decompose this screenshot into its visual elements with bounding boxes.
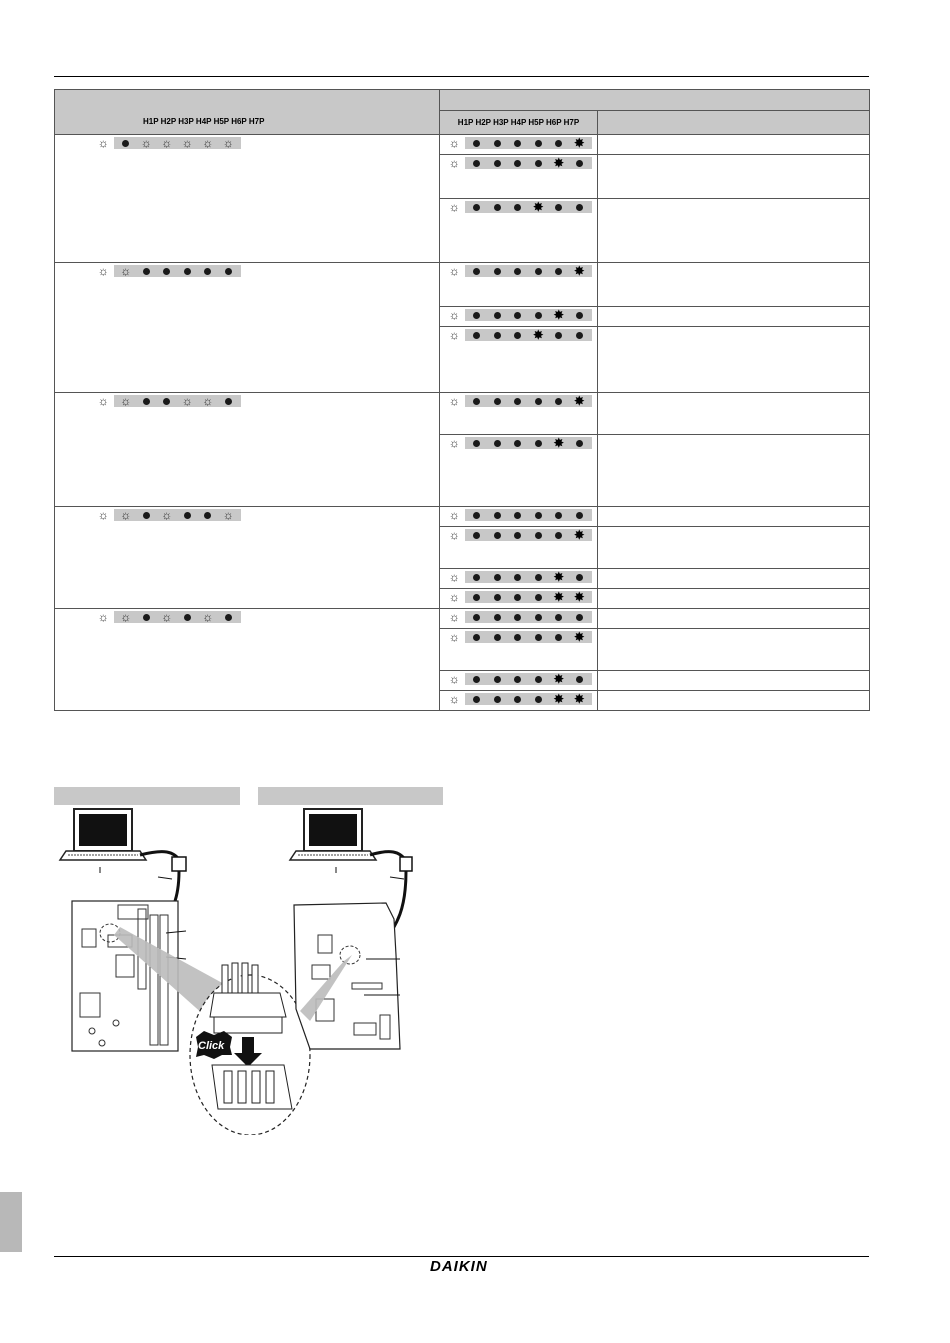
description-cell xyxy=(598,691,870,711)
led-off-icon xyxy=(487,437,508,449)
led-off-icon xyxy=(508,591,529,603)
led-pattern xyxy=(440,201,597,213)
led-on-icon: ☼ xyxy=(444,631,465,643)
led-off-icon xyxy=(549,509,570,521)
led-off-icon xyxy=(528,157,549,169)
top-rule xyxy=(54,76,869,77)
led-off-icon xyxy=(467,673,488,685)
led-off-icon xyxy=(549,329,570,341)
result-led-cell xyxy=(440,671,598,691)
led-on-icon: ☼ xyxy=(444,591,465,603)
led-off-icon xyxy=(487,509,508,521)
connection-diagram xyxy=(54,805,454,1135)
led-off-icon xyxy=(528,437,549,449)
led-on-icon: ☼ xyxy=(93,611,114,623)
led-off-icon xyxy=(467,265,488,277)
led-off-icon xyxy=(528,529,549,541)
led-off-icon xyxy=(487,529,508,541)
click-label: Click xyxy=(198,1040,225,1052)
result-led-cell xyxy=(440,609,598,629)
result-led-cell xyxy=(440,527,598,569)
condition-cell xyxy=(55,263,440,393)
led-on-icon: ☼ xyxy=(444,611,465,623)
led-off-icon xyxy=(508,673,529,685)
led-off-icon xyxy=(116,137,137,149)
laptop-icon-left xyxy=(60,809,146,860)
led-pattern xyxy=(440,673,597,685)
led-off-icon xyxy=(569,673,590,685)
result-led-cell xyxy=(440,135,598,155)
led-off-icon xyxy=(487,395,508,407)
led-off-icon xyxy=(569,157,590,169)
description-cell xyxy=(598,327,870,393)
led-pattern xyxy=(440,571,597,583)
description-cell xyxy=(598,435,870,507)
description-cell xyxy=(598,629,870,671)
led-off-icon xyxy=(467,329,488,341)
led-off-icon xyxy=(508,529,529,541)
led-pattern xyxy=(55,395,439,407)
led-off-icon xyxy=(467,611,488,623)
led-off-icon xyxy=(508,329,529,341)
led-pattern xyxy=(440,631,597,643)
led-status-table xyxy=(54,89,870,711)
led-off-icon xyxy=(487,611,508,623)
led-pattern xyxy=(440,591,597,603)
led-off-icon xyxy=(487,309,508,321)
table-row xyxy=(55,393,870,435)
result-led-cell xyxy=(440,569,598,589)
led-on-icon: ☼ xyxy=(140,136,152,150)
led-off-icon xyxy=(487,673,508,685)
led-off-icon xyxy=(508,265,529,277)
led-off-icon xyxy=(467,529,488,541)
led-off-icon xyxy=(487,631,508,643)
led-off-icon xyxy=(508,157,529,169)
led-blink-icon: ✸ xyxy=(574,590,585,604)
laptop-icon-right xyxy=(290,809,376,860)
led-off-icon xyxy=(549,631,570,643)
led-off-icon xyxy=(487,591,508,603)
diagram-header-right xyxy=(258,787,443,805)
led-blink-icon: ✸ xyxy=(553,308,564,322)
left-header xyxy=(55,90,440,135)
led-off-icon xyxy=(569,437,590,449)
led-off-icon xyxy=(218,265,239,277)
condition-cell xyxy=(55,135,440,263)
led-on-icon: ☼ xyxy=(161,136,173,150)
led-pattern xyxy=(440,329,597,341)
led-on-icon: ☼ xyxy=(181,136,193,150)
condition-cell xyxy=(55,609,440,711)
led-off-icon xyxy=(198,509,219,521)
led-on-icon: ☼ xyxy=(93,265,114,277)
right-header-leds-label: H1P H2P H3P H4P H5P H6P H7P xyxy=(457,118,580,128)
table-row xyxy=(55,609,870,629)
led-on-icon: ☼ xyxy=(93,395,114,407)
led-off-icon xyxy=(528,137,549,149)
led-off-icon xyxy=(569,329,590,341)
led-on-icon: ☼ xyxy=(161,508,173,522)
led-off-icon xyxy=(528,571,549,583)
description-cell xyxy=(598,393,870,435)
led-blink-icon: ✸ xyxy=(533,200,544,214)
led-on-icon: ☼ xyxy=(181,394,193,408)
led-off-icon xyxy=(508,509,529,521)
led-on-icon: ☼ xyxy=(444,329,465,341)
led-pattern xyxy=(440,395,597,407)
description-cell xyxy=(598,155,870,199)
led-on-icon: ☼ xyxy=(444,309,465,321)
led-off-icon xyxy=(157,395,178,407)
led-off-icon xyxy=(549,265,570,277)
led-table-body xyxy=(55,135,870,711)
led-on-icon: ☼ xyxy=(202,610,214,624)
led-pattern xyxy=(440,529,597,541)
result-led-cell xyxy=(440,629,598,671)
led-on-icon: ☼ xyxy=(444,673,465,685)
led-on-icon: ☼ xyxy=(444,201,465,213)
led-blink-icon: ✸ xyxy=(574,630,585,644)
led-on-icon: ☼ xyxy=(120,394,132,408)
led-off-icon xyxy=(177,265,198,277)
led-off-icon xyxy=(467,509,488,521)
led-blink-icon: ✸ xyxy=(553,672,564,686)
led-off-icon xyxy=(508,693,529,705)
led-off-icon xyxy=(487,201,508,213)
led-off-icon xyxy=(467,137,488,149)
led-pattern xyxy=(440,693,597,705)
description-cell xyxy=(598,527,870,569)
led-pattern xyxy=(55,137,439,149)
led-on-icon: ☼ xyxy=(93,137,114,149)
led-off-icon xyxy=(136,509,157,521)
led-off-icon xyxy=(487,571,508,583)
led-pattern xyxy=(440,157,597,169)
led-on-icon: ☼ xyxy=(444,437,465,449)
result-led-cell xyxy=(440,199,598,263)
led-off-icon xyxy=(136,611,157,623)
led-off-icon xyxy=(508,437,529,449)
led-off-icon xyxy=(467,437,488,449)
left-header-leds: H1P H2P H3P H4P H5P H6P H7P xyxy=(143,117,265,126)
led-on-icon: ☼ xyxy=(120,264,132,278)
led-on-icon: ☼ xyxy=(444,265,465,277)
led-pattern xyxy=(55,611,439,623)
led-off-icon xyxy=(528,509,549,521)
led-off-icon xyxy=(508,309,529,321)
led-off-icon xyxy=(467,571,488,583)
condition-cell xyxy=(55,393,440,507)
led-off-icon xyxy=(508,201,529,213)
led-off-icon xyxy=(508,137,529,149)
led-off-icon xyxy=(198,265,219,277)
description-cell xyxy=(598,569,870,589)
led-off-icon xyxy=(487,137,508,149)
led-off-icon xyxy=(569,201,590,213)
led-off-icon xyxy=(549,395,570,407)
led-blink-icon: ✸ xyxy=(574,136,585,150)
led-pattern xyxy=(440,309,597,321)
led-pattern xyxy=(440,137,597,149)
led-off-icon xyxy=(569,611,590,623)
led-off-icon xyxy=(177,509,198,521)
led-on-icon: ☼ xyxy=(444,137,465,149)
result-led-cell xyxy=(440,307,598,327)
description-cell xyxy=(598,135,870,155)
led-off-icon xyxy=(157,265,178,277)
led-on-icon: ☼ xyxy=(202,136,214,150)
led-off-icon xyxy=(549,611,570,623)
led-off-icon xyxy=(549,137,570,149)
led-off-icon xyxy=(467,591,488,603)
pcb-right xyxy=(294,903,400,1049)
led-off-icon xyxy=(508,611,529,623)
led-on-icon: ☼ xyxy=(202,394,214,408)
led-off-icon xyxy=(487,265,508,277)
table-row xyxy=(55,135,870,155)
result-led-cell xyxy=(440,393,598,435)
result-led-cell xyxy=(440,589,598,609)
led-blink-icon: ✸ xyxy=(574,528,585,542)
led-blink-icon: ✸ xyxy=(553,436,564,450)
led-on-icon: ☼ xyxy=(222,136,234,150)
led-blink-icon: ✸ xyxy=(553,590,564,604)
led-off-icon xyxy=(528,395,549,407)
description-cell xyxy=(598,671,870,691)
led-off-icon xyxy=(136,265,157,277)
led-on-icon: ☼ xyxy=(120,610,132,624)
led-off-icon xyxy=(569,509,590,521)
led-off-icon xyxy=(177,611,198,623)
led-blink-icon: ✸ xyxy=(574,692,585,706)
side-tab xyxy=(0,1192,22,1252)
led-off-icon xyxy=(508,631,529,643)
led-off-icon xyxy=(549,529,570,541)
led-off-icon xyxy=(508,571,529,583)
right-header-leds xyxy=(440,111,598,135)
result-led-cell xyxy=(440,155,598,199)
led-off-icon xyxy=(467,395,488,407)
daikin-logo: DAIKIN xyxy=(430,1258,488,1275)
led-off-icon xyxy=(528,309,549,321)
led-pattern xyxy=(440,265,597,277)
led-off-icon xyxy=(487,157,508,169)
bottom-rule xyxy=(54,1256,869,1257)
description-cell xyxy=(598,307,870,327)
led-off-icon xyxy=(528,591,549,603)
led-on-icon: ☼ xyxy=(444,529,465,541)
led-blink-icon: ✸ xyxy=(553,692,564,706)
led-off-icon xyxy=(467,201,488,213)
right-header-desc xyxy=(598,111,870,135)
led-off-icon xyxy=(487,329,508,341)
led-on-icon: ☼ xyxy=(444,395,465,407)
table-row xyxy=(55,507,870,527)
led-on-icon: ☼ xyxy=(444,509,465,521)
click-burst-icon xyxy=(196,1031,232,1059)
led-off-icon xyxy=(467,693,488,705)
led-pattern xyxy=(440,611,597,623)
description-cell xyxy=(598,589,870,609)
result-led-cell xyxy=(440,435,598,507)
led-on-icon: ☼ xyxy=(444,693,465,705)
led-off-icon xyxy=(528,631,549,643)
led-off-icon xyxy=(467,157,488,169)
led-pattern xyxy=(55,265,439,277)
result-led-cell xyxy=(440,327,598,393)
led-off-icon xyxy=(467,309,488,321)
led-off-icon xyxy=(508,395,529,407)
led-on-icon: ☼ xyxy=(444,157,465,169)
led-on-icon: ☼ xyxy=(120,508,132,522)
led-off-icon xyxy=(467,631,488,643)
led-pattern xyxy=(55,509,439,521)
description-cell xyxy=(598,609,870,629)
condition-cell xyxy=(55,507,440,609)
led-on-icon: ☼ xyxy=(93,509,114,521)
led-blink-icon: ✸ xyxy=(553,156,564,170)
led-off-icon xyxy=(569,309,590,321)
led-off-icon xyxy=(528,265,549,277)
right-header-top xyxy=(440,90,870,111)
result-led-cell xyxy=(440,691,598,711)
led-off-icon xyxy=(218,395,239,407)
led-blink-icon: ✸ xyxy=(574,264,585,278)
led-on-icon: ☼ xyxy=(161,610,173,624)
result-led-cell xyxy=(440,507,598,527)
led-on-icon: ☼ xyxy=(444,571,465,583)
description-cell xyxy=(598,199,870,263)
led-blink-icon: ✸ xyxy=(533,328,544,342)
led-on-icon: ☼ xyxy=(222,508,234,522)
result-led-cell xyxy=(440,263,598,307)
led-off-icon xyxy=(528,693,549,705)
led-off-icon xyxy=(569,571,590,583)
led-off-icon xyxy=(218,611,239,623)
led-pattern xyxy=(440,437,597,449)
led-off-icon xyxy=(528,611,549,623)
led-blink-icon: ✸ xyxy=(574,394,585,408)
led-blink-icon: ✸ xyxy=(553,570,564,584)
description-cell xyxy=(598,263,870,307)
led-off-icon xyxy=(136,395,157,407)
table-row xyxy=(55,263,870,307)
description-cell xyxy=(598,507,870,527)
led-off-icon xyxy=(549,201,570,213)
led-off-icon xyxy=(528,673,549,685)
led-pattern xyxy=(440,509,597,521)
led-off-icon xyxy=(487,693,508,705)
diagram-header-left xyxy=(54,787,240,805)
